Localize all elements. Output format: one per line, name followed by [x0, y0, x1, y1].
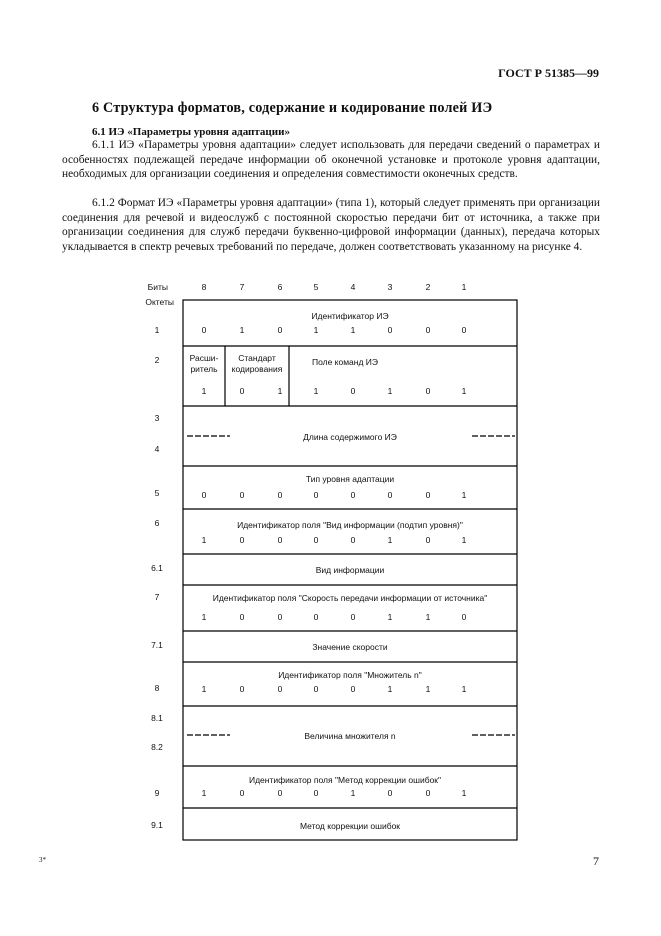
bit-value: 0 — [425, 490, 431, 500]
bit-value: 0 — [239, 386, 245, 396]
octet-7-bits — [202, 612, 467, 622]
bit-value: 1 — [201, 684, 207, 694]
bit-value: 1 — [461, 490, 467, 500]
bit-value: 1 — [461, 788, 467, 798]
info-type-identifier-label: Идентификатор поля "Вид информации (подтип уровня)" — [237, 520, 463, 530]
bit-value: 1 — [461, 535, 467, 545]
extension-label: Расши-ритель — [189, 353, 219, 374]
octet-number: 1 — [154, 325, 160, 335]
bit-number: 4 — [350, 282, 356, 292]
bit-value: 1 — [425, 684, 431, 694]
bit-value: 0 — [461, 612, 467, 622]
octet-number: 6.1 — [151, 563, 163, 573]
bit-value: 0 — [313, 490, 319, 500]
bit-number: 3 — [387, 282, 393, 292]
page-number: 7 — [593, 854, 599, 868]
sheet-mark: 3* — [39, 856, 46, 864]
bit-number: 1 — [461, 282, 467, 292]
bit-value: 0 — [350, 386, 356, 396]
bit-value: 1 — [387, 684, 393, 694]
octet-number: 4 — [154, 444, 160, 454]
ie-command-field-label: Поле команд ИЭ — [311, 357, 379, 367]
bit-value: 1 — [387, 612, 393, 622]
bit-value: 1 — [461, 684, 467, 694]
octet-9-bits — [202, 788, 467, 798]
bit-value: 0 — [350, 612, 356, 622]
bit-value: 0 — [277, 490, 283, 500]
error-correction-identifier-label: Идентификатор поля "Метод коррекции ошибок" — [248, 775, 442, 785]
bit-value: 1 — [201, 386, 207, 396]
octet-number: 3 — [154, 413, 160, 423]
octet-number: 7.1 — [151, 640, 163, 650]
bit-value: 0 — [313, 535, 319, 545]
octets-label: Октеты — [145, 297, 174, 307]
octet-8-bits — [202, 684, 467, 694]
octet-number: 5 — [154, 488, 160, 498]
bit-value: 0 — [239, 490, 245, 500]
bit-value: 1 — [461, 386, 467, 396]
bit-value: 0 — [239, 788, 245, 798]
bit-value: 0 — [201, 490, 207, 500]
octet-6-bits — [202, 535, 467, 545]
bit-value: 1 — [201, 612, 207, 622]
bit-value: 0 — [277, 535, 283, 545]
bit-value: 0 — [350, 490, 356, 500]
bit-value: 0 — [387, 490, 393, 500]
ie-content-length-label: Длина содержимого ИЭ — [303, 432, 397, 442]
bit-value: 1 — [425, 612, 431, 622]
bit-value: 1 — [277, 386, 283, 396]
bit-value: 0 — [277, 788, 283, 798]
paragraph-6-1-1: 6.1.1 ИЭ «Параметры уровня адаптации» следует использовать для передачи сведений о параметрах и особенностях подлежащей передаче информации об оконечной установке и протоколе уровня адаптации, необходимых для организации соединения и определения совместимости оконечных средств. — [62, 139, 600, 181]
bit-value: 1 — [350, 325, 356, 335]
bit-value: 0 — [461, 325, 467, 335]
octet-number: 9.1 — [151, 820, 163, 830]
bit-value: 1 — [201, 535, 207, 545]
bit-value: 0 — [313, 612, 319, 622]
bit-number: 2 — [425, 282, 431, 292]
bit-value: 1 — [313, 386, 319, 396]
octet-number: 9 — [154, 788, 160, 798]
octet-number-column — [151, 325, 163, 830]
bit-value: 1 — [387, 535, 393, 545]
bit-value: 1 — [239, 325, 245, 335]
bit-number: 5 — [313, 282, 319, 292]
octet-number: 2 — [154, 355, 160, 365]
adaptation-layer-type-label: Тип уровня адаптации — [305, 474, 395, 484]
octet-1-bits — [202, 325, 467, 335]
error-correction-method-label: Метод коррекции ошибок — [299, 821, 401, 831]
bit-value: 1 — [201, 788, 207, 798]
bit-value: 0 — [425, 535, 431, 545]
multiplier-value-label: Величина множителя n — [304, 731, 396, 741]
bit-value: 1 — [313, 325, 319, 335]
bit-value: 0 — [277, 325, 283, 335]
bit-value: 0 — [313, 788, 319, 798]
octet-number: 8.1 — [151, 713, 163, 723]
source-rate-identifier-label: Идентификатор поля "Скорость передачи информации от источника" — [212, 593, 488, 603]
subsection-title: 6.1 ИЭ «Параметры уровня адаптации» — [92, 126, 290, 138]
octet-2-bits — [202, 386, 467, 396]
bit-number: 8 — [201, 282, 207, 292]
bit-value: 0 — [201, 325, 207, 335]
octet-number: 7 — [154, 592, 160, 602]
bit-number: 6 — [277, 282, 283, 292]
bit-value: 0 — [239, 684, 245, 694]
standard-number: ГОСТ Р 51385—99 — [498, 66, 599, 80]
octet-5-bits — [202, 490, 467, 500]
paragraph-6-1-2: 6.1.2 Формат ИЭ «Параметры уровня адаптации» (типа 1), который следует применять при организации соединения для речевой и видеослужб с постоянной скоростью передачи бит от источника, а также при организации соединения для служб передачи буквенно-цифровой информации (данных), передача которых укладывается в спектр речевых требований по передаче, должен соответствовать указанному на рисунке 4. — [62, 197, 600, 254]
bit-value: 0 — [350, 535, 356, 545]
info-type-label: Вид информации — [315, 565, 385, 575]
bit-value: 0 — [350, 684, 356, 694]
bit-value: 0 — [277, 684, 283, 694]
bit-value: 1 — [387, 386, 393, 396]
bit-number-row — [202, 282, 467, 292]
ie-identifier-label: Идентификатор ИЭ — [311, 311, 389, 321]
rate-value-label: Значение скорости — [312, 642, 388, 652]
bit-value: 0 — [425, 788, 431, 798]
octet-number: 6 — [154, 518, 160, 528]
section-title: 6 Структура форматов, содержание и кодирование полей ИЭ — [92, 100, 493, 116]
coding-standard-label: Стандарт кодирования — [231, 353, 283, 374]
bit-value: 1 — [350, 788, 356, 798]
bit-value: 0 — [425, 386, 431, 396]
bit-value: 0 — [425, 325, 431, 335]
bit-value: 0 — [387, 325, 393, 335]
octet-number: 8 — [154, 683, 160, 693]
bit-value: 0 — [239, 612, 245, 622]
multiplier-identifier-label: Идентификатор поля "Множитель n" — [278, 670, 422, 680]
bits-label: Биты — [147, 282, 168, 292]
bit-value: 0 — [239, 535, 245, 545]
bit-number: 7 — [239, 282, 245, 292]
bit-value: 0 — [387, 788, 393, 798]
bit-value: 0 — [313, 684, 319, 694]
bit-value: 0 — [277, 612, 283, 622]
octet-number: 8.2 — [151, 742, 163, 752]
